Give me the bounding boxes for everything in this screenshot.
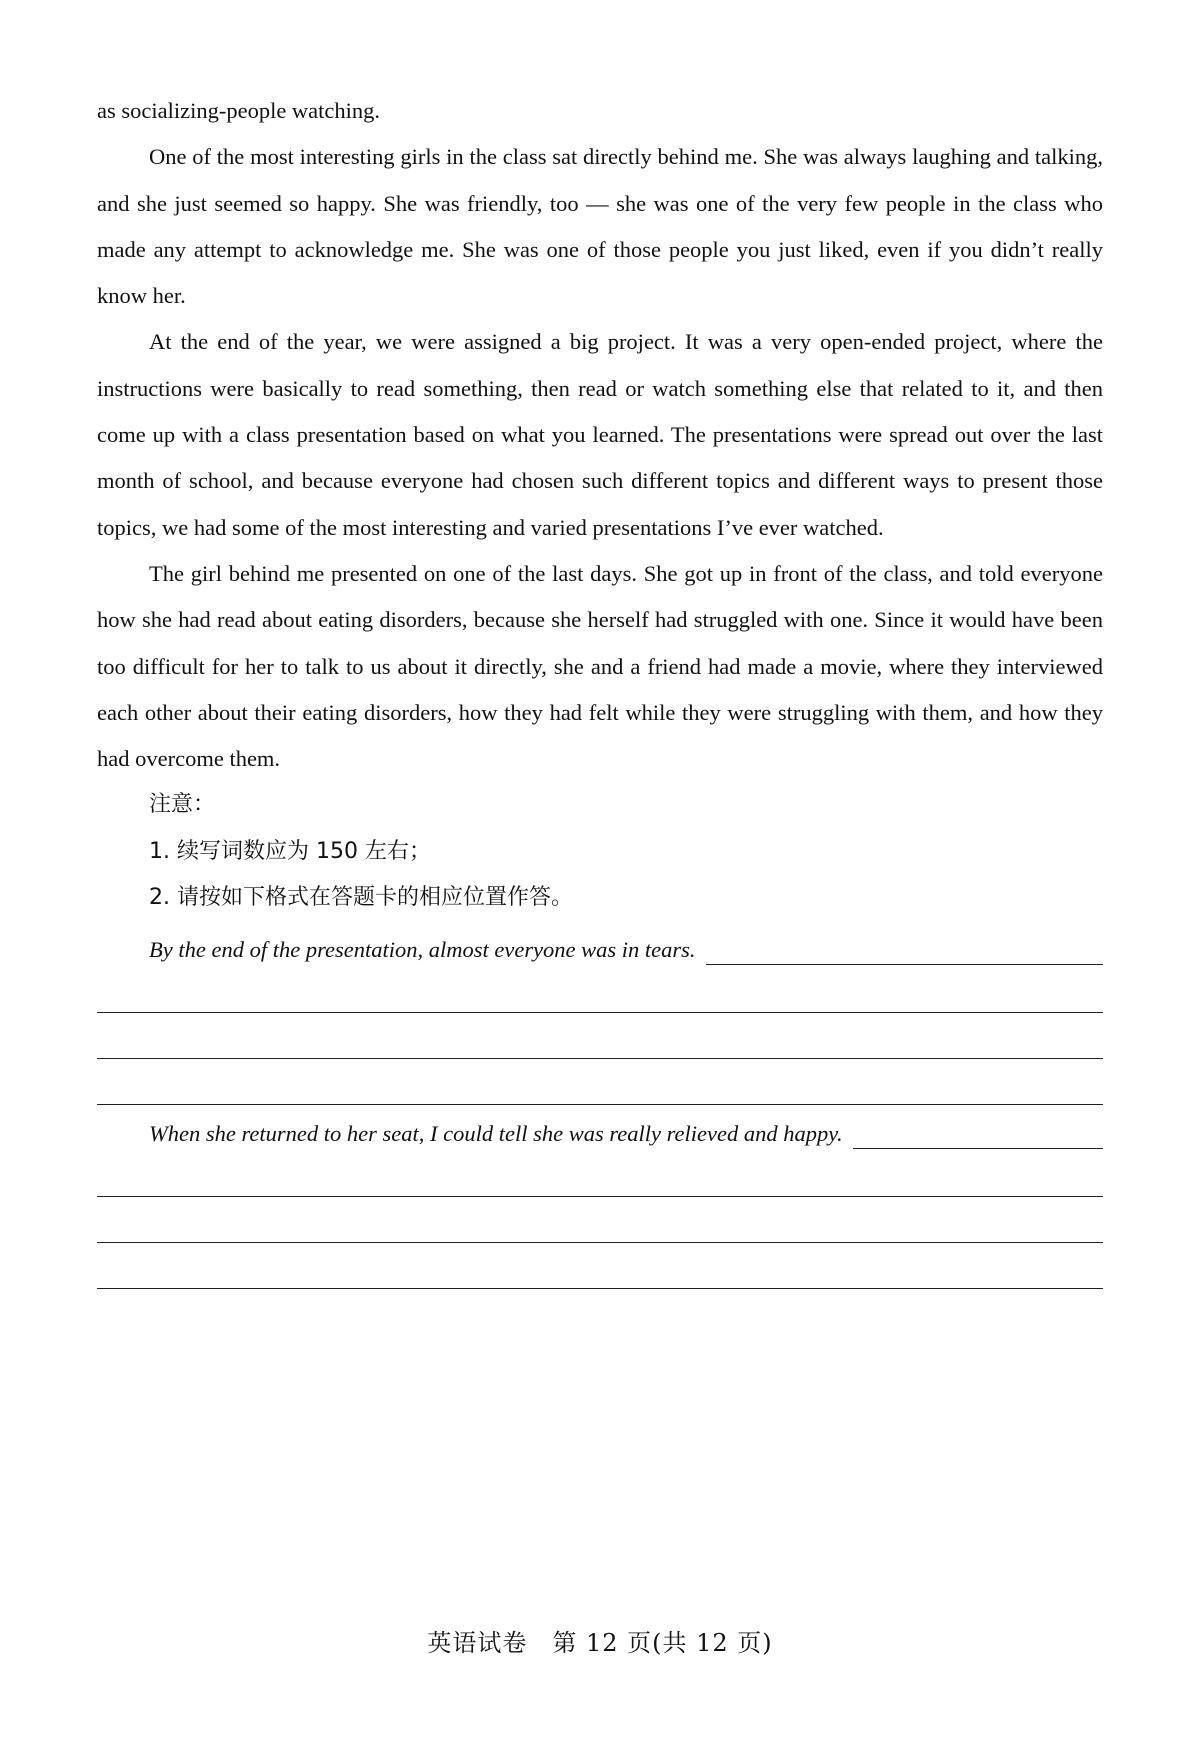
answer-line[interactable]	[97, 1013, 1103, 1059]
prompt-second-line	[97, 1105, 1103, 1151]
passage-paragraph-2: At the end of the year, we were assigned a big project. It was a very open-ended project, where the instructions were basically to read something, then read or watch something else that related to it, and then come up with a class presentation based on what you learned. The presentations were spread out over the last month of school, and because everyone had chosen such different topics and different ways to present those topics, we had some of the most interesting and varied presentations I’ve ever watched.	[97, 329, 1103, 540]
page-footer: 英语试卷 第 12 页(共 12 页)	[427, 1629, 773, 1657]
passage-paragraph-0: as socializing-people watching.	[97, 98, 381, 123]
answer-line[interactable]	[97, 967, 1103, 1013]
page-content	[97, 88, 1103, 1289]
notes-item-1: 1. 续写词数应为 150 左右；	[149, 838, 431, 864]
notes-heading: 注意：	[149, 792, 216, 818]
answer-line[interactable]	[97, 1151, 1103, 1197]
answer-line[interactable]	[97, 1243, 1103, 1289]
prompt-first-text: By the end of the presentation, almost everyone was in tears.	[149, 937, 696, 963]
passage-paragraph-3: The girl behind me presented on one of the last days. She got up in front of the class, and told everyone how she had read about eating disorders, because she herself had struggled with one. Since it would have been too difficult for her to talk to us about it directly, she and a friend had made a movie, where they interviewed each other about their eating disorders, how they had felt while they were struggling with them, and how they had overcome them.	[97, 560, 1103, 772]
passage-paragraph-1: One of the most interesting girls in the class sat directly behind me. She was always laughing and talking, and she just seemed so happy. She was friendly, too — she was one of the very few people in the class who made any attempt to acknowledge me. She was one of those people you just liked, even if you didn’t really know her.	[97, 144, 1103, 309]
answer-blank-second[interactable]	[853, 1147, 1103, 1149]
notes-item-2: 2. 请按如下格式在答题卡的相应位置作答。	[149, 885, 573, 911]
answer-blank-first[interactable]	[706, 963, 1103, 965]
prompt-first-line	[97, 921, 1103, 967]
answer-line[interactable]	[97, 1059, 1103, 1105]
prompt-second-text: When she returned to her seat, I could tell she was really relieved and happy.	[149, 1121, 843, 1147]
answer-line[interactable]	[97, 1197, 1103, 1243]
